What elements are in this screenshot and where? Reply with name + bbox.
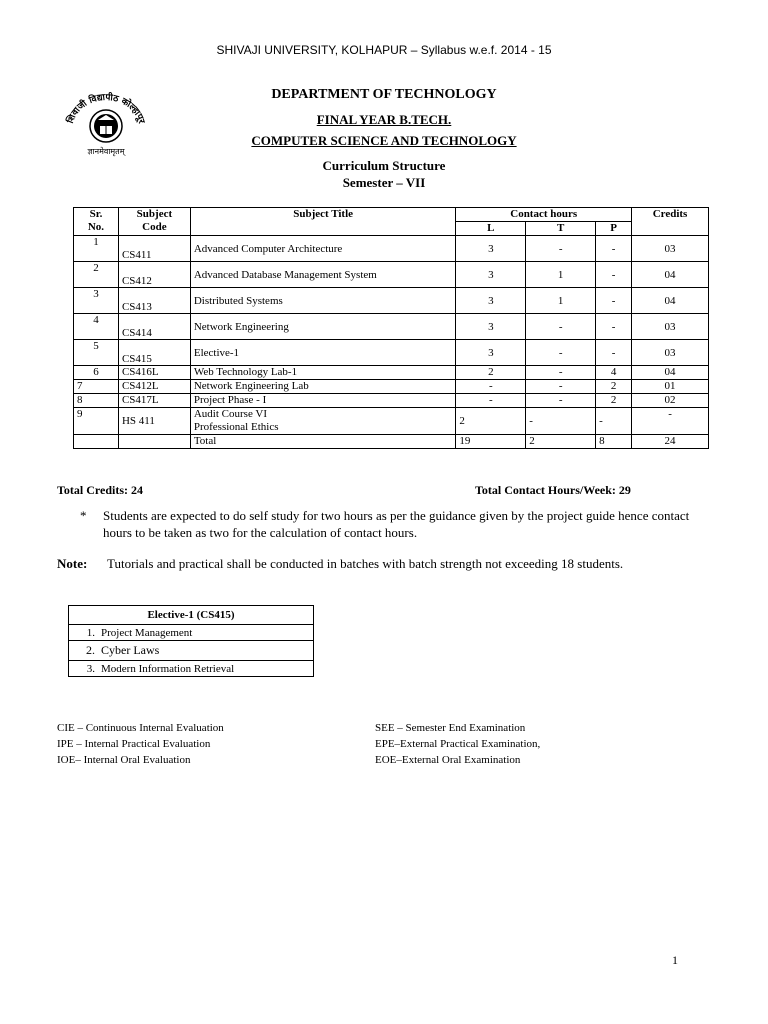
abbreviation: SEE – Semester End Examination xyxy=(375,722,526,734)
cell-p: 4 xyxy=(596,366,632,380)
cell-sr: 8 xyxy=(74,394,119,408)
self-study-text: Students are expected to do self study for two hours as per the guidance given by the project guide hence contact hours to be taken as two for the calculation of contact hours. xyxy=(103,508,690,540)
cell-sr: 3 xyxy=(74,288,119,314)
elective-header: Elective-1 (CS415) xyxy=(69,606,314,625)
total-row xyxy=(74,435,709,449)
header-t: T xyxy=(526,222,596,236)
cell-title: Project Phase - I xyxy=(190,394,456,408)
cell-title: Advanced Database Management System xyxy=(190,262,456,288)
table-row xyxy=(74,340,709,366)
cell-p: - xyxy=(596,262,632,288)
cell-sr: 2 xyxy=(74,262,119,288)
cell-p: - xyxy=(596,314,632,340)
abbreviations-left xyxy=(57,720,224,768)
cell-code xyxy=(118,435,190,449)
cell-code: CS417L xyxy=(118,394,190,408)
cell-sr: 6 xyxy=(74,366,119,380)
seal-motto: ज्ञानमेवामृतम् xyxy=(87,147,125,156)
cell-l: 3 xyxy=(456,314,526,340)
cell-p: - xyxy=(596,288,632,314)
cell-l: 3 xyxy=(456,236,526,262)
abbreviations-right xyxy=(375,720,540,768)
cell-l: 3 xyxy=(456,262,526,288)
cell-title: Audit Course VI Professional Ethics xyxy=(190,408,456,435)
cell-credits: 01 xyxy=(632,380,709,394)
abbreviation: EPE–External Practical Examination, xyxy=(375,738,541,750)
department-title: DEPARTMENT OF TECHNOLOGY xyxy=(271,87,497,102)
cell-p: - xyxy=(596,340,632,366)
table-row xyxy=(74,314,709,340)
elective-name: Cyber Laws xyxy=(101,643,160,657)
cell-t: - xyxy=(526,236,596,262)
header-contact-hours: Contact hours xyxy=(456,208,632,222)
cell-code: CS413 xyxy=(118,288,190,314)
cell-l: 2 xyxy=(456,366,526,380)
total-credits: 24 xyxy=(632,435,709,449)
elective-num: 3. xyxy=(86,662,95,675)
header-l: L xyxy=(456,222,526,236)
self-study-note xyxy=(80,507,720,541)
elective-name: Project Management xyxy=(101,626,193,639)
semester-title: Semester – VII xyxy=(342,175,426,190)
elective-item xyxy=(69,661,314,677)
table-row xyxy=(74,408,709,435)
cell-code: CS416L xyxy=(118,366,190,380)
header-sr: Sr. No. xyxy=(74,208,119,236)
cell-p: 2 xyxy=(596,380,632,394)
table-row xyxy=(74,262,709,288)
cell-title: Web Technology Lab-1 xyxy=(190,366,456,380)
cell-title: Distributed Systems xyxy=(190,288,456,314)
elective-table xyxy=(68,605,314,677)
cell-t: - xyxy=(526,408,596,435)
curriculum-structure-title: Curriculum Structure xyxy=(322,158,446,173)
running-header: SHIVAJI UNIVERSITY, KOLHAPUR – Syllabus w.e.f. 2014 - 15 xyxy=(216,43,552,57)
header-credits: Credits xyxy=(632,208,709,236)
cell-code: CS411 xyxy=(118,236,190,262)
cell-p: 2 xyxy=(596,394,632,408)
cell-t: 1 xyxy=(526,288,596,314)
header-subject-code: Subject Code xyxy=(118,208,190,236)
cell-credits: 03 xyxy=(632,340,709,366)
seal-inner-text: शिवाजी विद्यापीठ कोल्हापूर xyxy=(65,92,147,125)
table-row xyxy=(74,366,709,380)
elective-name: Modern Information Retrieval xyxy=(101,662,235,675)
cell-credits: - xyxy=(632,408,709,435)
cell-credits: 03 xyxy=(632,236,709,262)
cell-sr: 7 xyxy=(74,380,119,394)
elective-item xyxy=(69,641,314,661)
table-row xyxy=(74,236,709,262)
elective-item xyxy=(69,625,314,641)
total-t: 2 xyxy=(526,435,596,449)
cell-sr: 9 xyxy=(74,408,119,435)
cell-sr: 4 xyxy=(74,314,119,340)
cell-sr xyxy=(74,435,119,449)
batch-note xyxy=(57,555,717,572)
cell-code: CS414 xyxy=(118,314,190,340)
elective-num: 1. xyxy=(86,626,95,639)
cell-l: 2 xyxy=(456,408,526,435)
star-marker: * xyxy=(80,508,87,523)
cell-l: - xyxy=(456,380,526,394)
total-credits: Total Credits: 24 xyxy=(57,483,144,497)
cell-sr: 1 xyxy=(74,236,119,262)
abbreviation: CIE – Continuous Internal Evaluation xyxy=(57,722,224,734)
curriculum-table xyxy=(73,207,709,449)
cell-title: Network Engineering Lab xyxy=(190,380,456,394)
total-label: Total xyxy=(190,435,456,449)
total-p: 8 xyxy=(596,435,632,449)
cell-l: 3 xyxy=(456,340,526,366)
cell-code: HS 411 xyxy=(118,408,190,435)
cell-code: CS412L xyxy=(118,380,190,394)
year-title: FINAL YEAR B.TECH. xyxy=(316,112,452,127)
branch-title: COMPUTER SCIENCE AND TECHNOLOGY xyxy=(251,133,517,148)
total-l: 19 xyxy=(456,435,526,449)
cell-code: CS415 xyxy=(118,340,190,366)
abbreviation: IOE– Internal Oral Evaluation xyxy=(57,754,191,766)
note-text: Tutorials and practical shall be conducted in batches with batch strength not exceeding 18 students. xyxy=(107,556,624,571)
cell-t: - xyxy=(526,394,596,408)
cell-title: Network Engineering xyxy=(190,314,456,340)
table-row xyxy=(74,380,709,394)
cell-t: - xyxy=(526,340,596,366)
cell-t: - xyxy=(526,380,596,394)
header-p: P xyxy=(596,222,632,236)
cell-sr: 5 xyxy=(74,340,119,366)
cell-credits: 04 xyxy=(632,288,709,314)
cell-l: - xyxy=(456,394,526,408)
cell-p: - xyxy=(596,408,632,435)
header-subject-title: Subject Title xyxy=(190,208,456,236)
page-number: 1 xyxy=(672,953,678,967)
table-row xyxy=(74,288,709,314)
total-contact-hours: Total Contact Hours/Week: 29 xyxy=(475,483,631,497)
cell-t: 1 xyxy=(526,262,596,288)
cell-title: Advanced Computer Architecture xyxy=(190,236,456,262)
cell-l: 3 xyxy=(456,288,526,314)
elective-num: 2. xyxy=(86,643,95,657)
note-label: Note: xyxy=(57,556,88,571)
cell-credits: 04 xyxy=(632,366,709,380)
table-row xyxy=(74,394,709,408)
cell-title: Elective-1 xyxy=(190,340,456,366)
cell-p: - xyxy=(596,236,632,262)
cell-t: - xyxy=(526,366,596,380)
cell-credits: 02 xyxy=(632,394,709,408)
cell-code: CS412 xyxy=(118,262,190,288)
cell-credits: 04 xyxy=(632,262,709,288)
cell-t: - xyxy=(526,314,596,340)
abbreviation: IPE – Internal Practical Evaluation xyxy=(57,738,211,750)
cell-credits: 03 xyxy=(632,314,709,340)
abbreviation: EOE–External Oral Examination xyxy=(375,754,521,766)
